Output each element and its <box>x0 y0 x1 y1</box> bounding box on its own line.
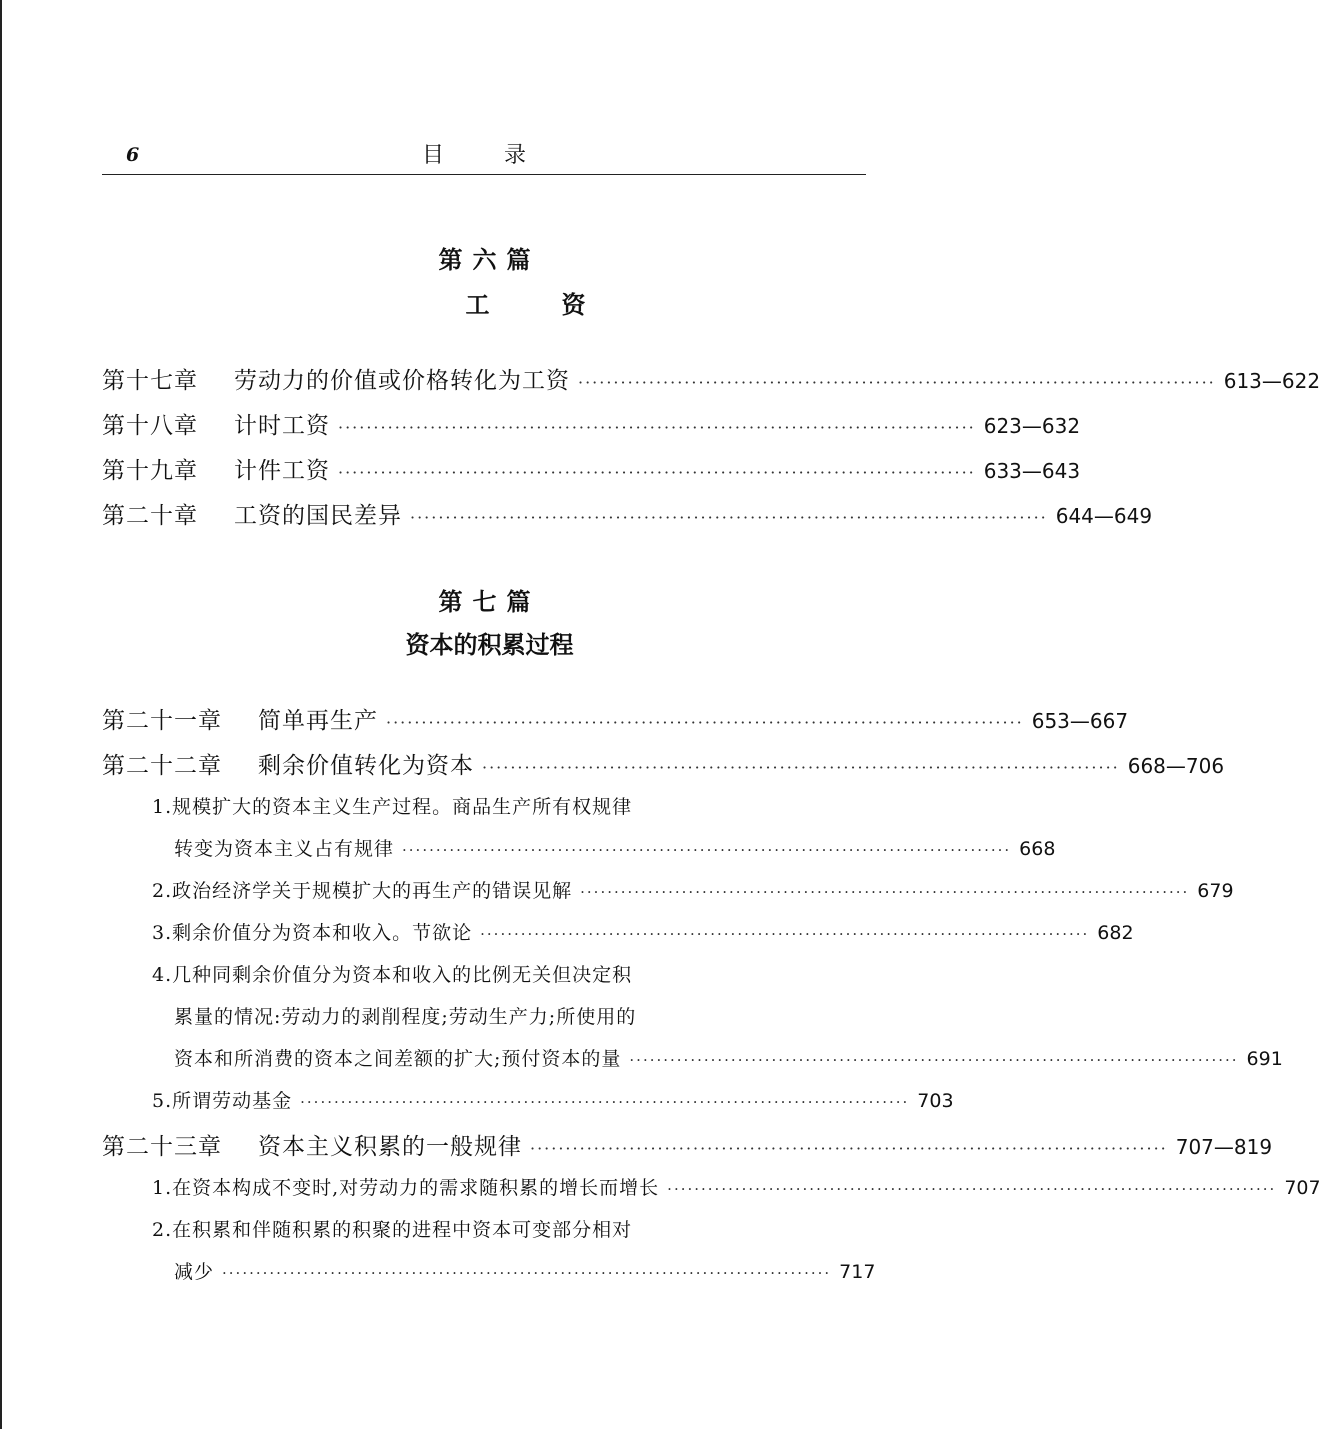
toc-section[interactable] <box>102 960 866 1002</box>
toc-entry[interactable] <box>102 497 1153 542</box>
chapter-title: 简单再生产 <box>258 708 378 734</box>
section-title: 转变为资本主义占有规律 <box>174 838 395 860</box>
part-6-title: 工资 <box>465 290 658 319</box>
leader-dots: ·························································································· <box>402 841 1012 859</box>
leader-dots: ·························································································· <box>578 373 1216 392</box>
chapter-number: 第十八章 <box>102 413 198 439</box>
chapter-pages: 644—649 <box>1055 504 1153 528</box>
toc-section[interactable] <box>102 792 866 834</box>
toc-section[interactable] <box>102 876 1234 918</box>
chapter-number: 第二十三章 <box>102 1134 222 1160</box>
toc-entry[interactable] <box>102 747 1225 792</box>
section-title: 累量的情况:劳动力的剥削程度;劳动生产力;所使用的 <box>174 1006 637 1028</box>
chapter-pages: 633—643 <box>983 459 1081 483</box>
page-header <box>102 138 866 178</box>
chapter-number: 第二十二章 <box>102 753 222 779</box>
section-page: 679 <box>1197 880 1234 902</box>
page-number: 6 <box>126 144 140 166</box>
chapter-pages: 668—706 <box>1127 754 1225 778</box>
toc-section[interactable] <box>102 1002 866 1044</box>
chapter-pages: 613—622 <box>1223 369 1321 393</box>
chapter-number: 第十九章 <box>102 458 198 484</box>
leader-dots: ·························································································· <box>580 883 1190 901</box>
section-page: 691 <box>1246 1048 1283 1070</box>
section-title: 2.在积累和伴随积累的积聚的进程中资本可变部分相对 <box>152 1219 633 1241</box>
toc-section[interactable] <box>102 1257 876 1299</box>
leader-dots: ·························································································· <box>410 508 1048 527</box>
section-title: 1.在资本构成不变时,对劳动力的需求随积累的增长而增长 <box>152 1177 660 1199</box>
part-7-toc <box>102 702 1321 1299</box>
section-title: 资本和所消费的资本之间差额的扩大;预付资本的量 <box>174 1048 622 1070</box>
chapter-title: 资本主义积累的一般规律 <box>258 1134 522 1160</box>
chapter-title: 计时工资 <box>234 413 330 439</box>
toc-section[interactable] <box>102 834 1056 876</box>
section-page: 703 <box>917 1090 954 1112</box>
toc-entry[interactable] <box>102 452 1081 497</box>
section-page: 682 <box>1097 922 1134 944</box>
leader-dots: ·························································································· <box>386 713 1024 732</box>
toc-entry[interactable] <box>102 1128 1273 1173</box>
toc-section[interactable] <box>102 1215 866 1257</box>
leader-dots: ·························································································· <box>482 758 1120 777</box>
chapter-number: 第十七章 <box>102 368 198 394</box>
toc-section[interactable] <box>102 1086 954 1128</box>
part-7-title: 资本的积累过程 <box>405 630 574 659</box>
section-title: 4.几种同剩余价值分为资本和收入的比例无关但决定积 <box>152 964 633 986</box>
chapter-number: 第二十章 <box>102 503 198 529</box>
chapter-number: 第二十一章 <box>102 708 222 734</box>
toc-section[interactable] <box>102 918 1134 960</box>
chapter-title: 剩余价值转化为资本 <box>258 753 474 779</box>
leader-dots: ·························································································· <box>300 1093 910 1111</box>
leader-dots: ·························································································· <box>338 418 976 437</box>
section-page: 668 <box>1019 838 1056 860</box>
leader-dots: ·························································································· <box>338 463 976 482</box>
section-page: 717 <box>839 1261 876 1283</box>
chapter-title: 工资的国民差异 <box>234 503 402 529</box>
leader-dots: ·························································································· <box>667 1180 1277 1198</box>
section-title: 减少 <box>174 1261 215 1283</box>
toc-section[interactable] <box>102 1173 1321 1215</box>
leader-dots: ·························································································· <box>629 1051 1239 1069</box>
leader-dots: ·························································································· <box>222 1264 832 1282</box>
toc-entry[interactable] <box>102 407 1081 452</box>
toc-entry[interactable] <box>102 702 1129 747</box>
page-edge <box>0 0 2 1429</box>
toc-entry[interactable] <box>102 362 1321 407</box>
part-7-label: 第七篇 <box>438 587 541 616</box>
running-title: 目录 <box>422 143 587 168</box>
chapter-pages: 707—819 <box>1175 1135 1273 1159</box>
chapter-pages: 653—667 <box>1031 709 1129 733</box>
section-title: 5.所谓劳动基金 <box>152 1090 293 1112</box>
leader-dots: ·························································································· <box>530 1139 1168 1158</box>
section-title: 2.政治经济学关于规模扩大的再生产的错误见解 <box>152 880 573 902</box>
section-title: 3.剩余价值分为资本和收入。节欲论 <box>152 922 473 944</box>
section-page: 707 <box>1284 1177 1321 1199</box>
chapter-pages: 623—632 <box>983 414 1081 438</box>
leader-dots: ·························································································· <box>480 925 1090 943</box>
section-title: 1.规模扩大的资本主义生产过程。商品生产所有权规律 <box>152 796 633 818</box>
chapter-title: 劳动力的价值或价格转化为工资 <box>234 368 570 394</box>
part-6-label: 第六篇 <box>438 245 541 274</box>
part-6-toc <box>102 362 1321 542</box>
header-rule <box>102 174 866 175</box>
toc-section[interactable] <box>102 1044 1283 1086</box>
chapter-title: 计件工资 <box>234 458 330 484</box>
